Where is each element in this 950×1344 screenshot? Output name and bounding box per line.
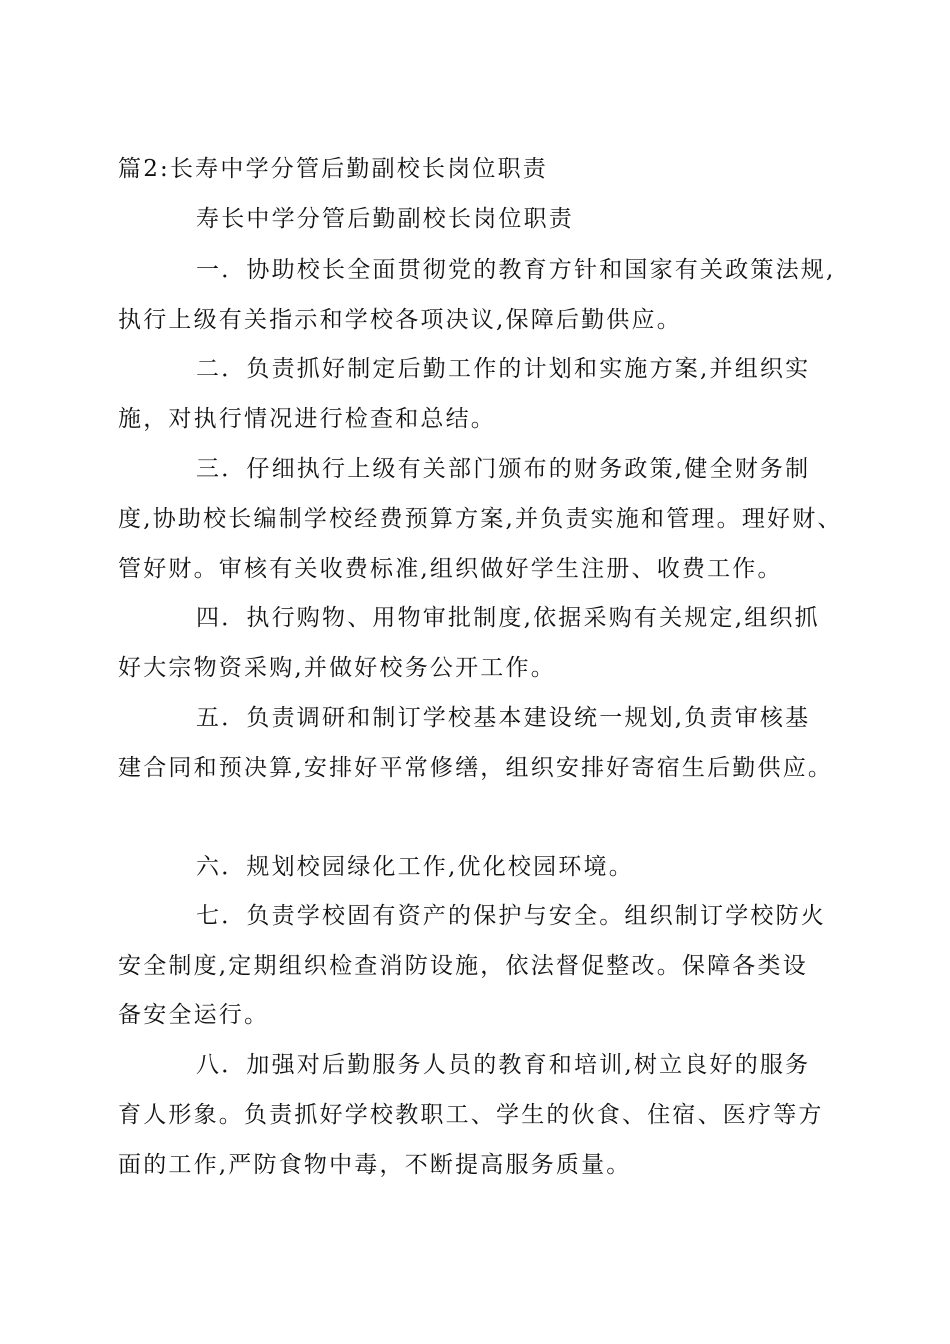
document-subtitle: 寿长中学分管后勤副校长岗位职责	[196, 206, 574, 232]
duty-1-line-2: 执行上级有关指示和学校各项决议,保障后勤供应。	[118, 307, 682, 333]
duty-7-line-1: 七．负责学校固有资产的保护与安全。组织制订学校防火	[196, 903, 826, 929]
duty-5-line-1: 五．负责调研和制订学校基本建设统一规划,负责审核基	[196, 705, 811, 731]
duty-4-line-1: 四．执行购物、用物审批制度,依据采购有关规定,组织抓	[196, 605, 820, 631]
duty-7-line-2: 安全制度,定期组织检查消防设施，依法督促整改。保障各类设	[118, 953, 808, 979]
duty-2-line-1: 二．负责抓好制定后勤工作的计划和实施方案,并组织实	[196, 356, 811, 382]
document-heading: 篇2:长寿中学分管后勤副校长岗位职责	[118, 156, 548, 182]
duty-2-line-2: 施，对执行情况进行检查和总结。	[118, 406, 496, 432]
duty-7-line-3: 备安全运行。	[118, 1002, 270, 1028]
duty-6-line-1: 六．规划校园绿化工作,优化校园环境。	[196, 854, 634, 880]
duty-8-line-2: 育人形象。负责抓好学校教职工、学生的伙食、住宿、医疗等方	[118, 1102, 824, 1128]
duty-5-line-2: 建合同和预决算,安排好平常修缮，组织安排好寄宿生后勤供应。	[118, 755, 834, 781]
duty-4-line-2: 好大宗物资采购,并做好校务公开工作。	[118, 655, 556, 681]
duty-3-line-2: 度,协助校长编制学校经费预算方案,并负责实施和管理。理好财、	[118, 506, 843, 532]
duty-8-line-1: 八．加强对后勤服务人员的教育和培训,树立良好的服务	[196, 1052, 811, 1078]
duty-1-line-1: 一．协助校长全面贯彻党的教育方针和国家有关政策法规,	[196, 257, 836, 283]
duty-8-line-3: 面的工作,严防食物中毒，不断提高服务质量。	[118, 1152, 632, 1178]
duty-3-line-1: 三．仔细执行上级有关部门颁布的财务政策,健全财务制	[196, 456, 811, 482]
duty-3-line-3: 管好财。审核有关收费标准,组织做好学生注册、收费工作。	[118, 556, 783, 582]
